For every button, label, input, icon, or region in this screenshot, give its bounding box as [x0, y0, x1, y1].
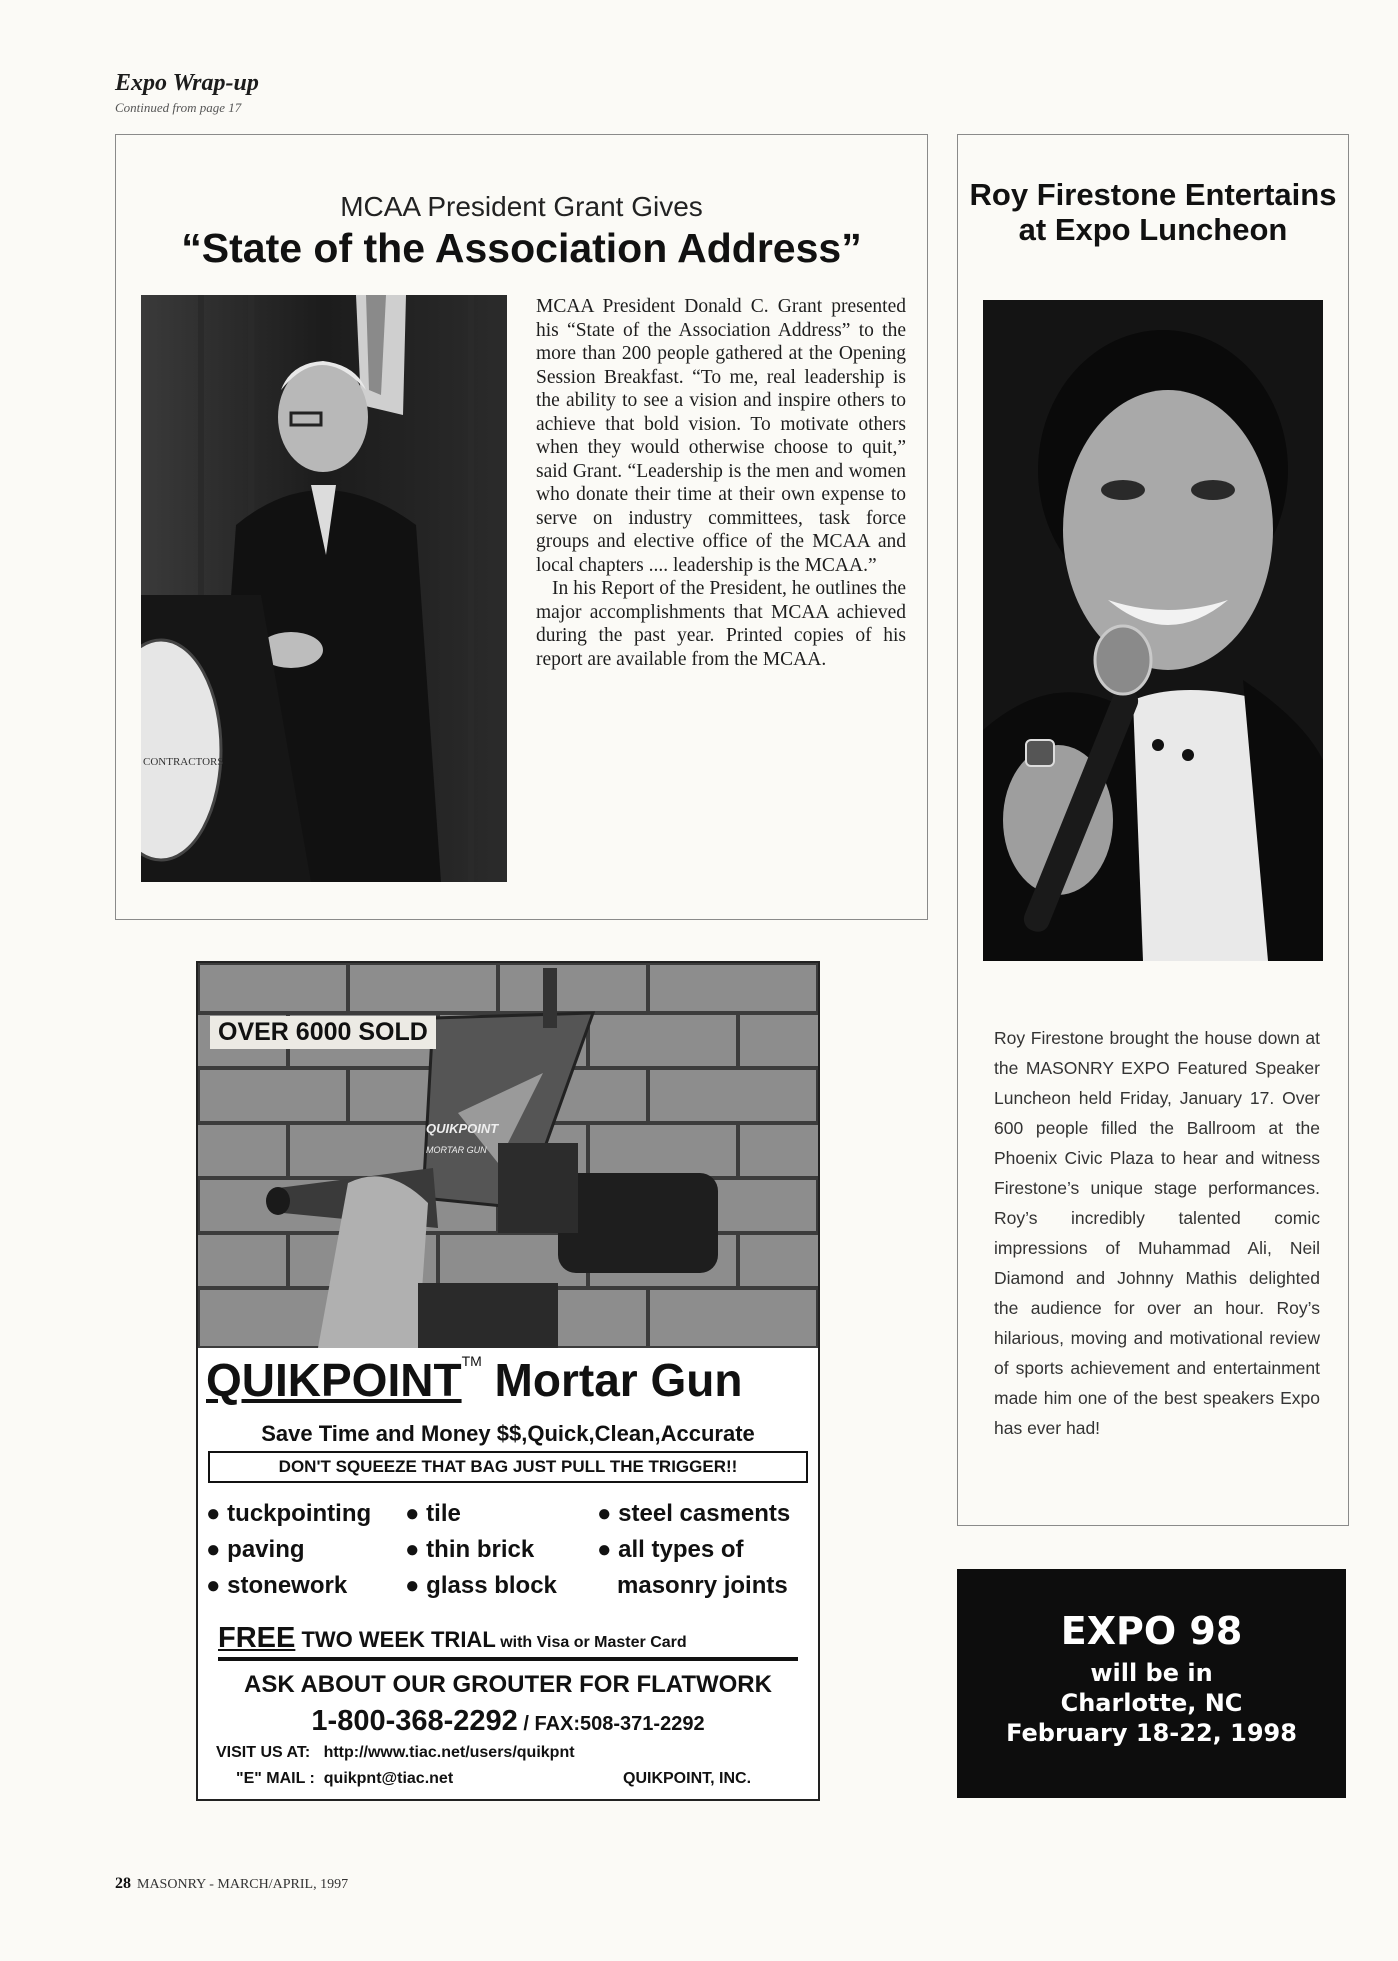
sidebar-body: Roy Firestone brought the house down at the MASONRY EXPO Featured Speaker Luncheon held Friday, January 17. Over 600 people filled the Ballroom at the Phoenix Civic Plaza to hear and witness Firestone’s unique stage performances. Roy’s incredibly talented comic impressions of Muhammad Ali, Neil Diamond and Johnny Mathis delighted the audience for over an hour. Roy’s hilarious, moving and motivational review of sports achievement and entertainment made him one of the best speakers Expo has ever had!: [994, 1028, 1320, 1438]
trademark-mark: TM: [461, 1353, 482, 1369]
ad-website: VISIT US AT: http://www.tiac.net/users/quikpnt: [216, 1744, 575, 1761]
ad-product-type: Mortar Gun: [481, 1354, 743, 1406]
article-kicker: MCAA President Grant Gives: [340, 191, 703, 222]
expo-location: Charlotte, NC: [1060, 1689, 1243, 1717]
ad-uses-column-3: [597, 1496, 790, 1604]
ad-slogan: DON'T SQUEEZE THAT BAG JUST PULL THE TRIGGER!!: [208, 1451, 808, 1483]
firestone-photo: [983, 300, 1323, 961]
ad-use-item: ● all types of: [597, 1536, 744, 1563]
ad-use-item: ● tuckpointing: [206, 1500, 372, 1527]
expo-line: will be in: [1090, 1659, 1213, 1687]
quikpoint-ad: [196, 961, 820, 1801]
ad-use-item: ● glass block: [405, 1572, 557, 1599]
firestone-photo-illustration: [983, 300, 1323, 961]
page-number: 28: [115, 1875, 131, 1892]
article-paragraph: In his Report of the President, he outlines the major accomplishments that MCAA achieved during the past year. Printed copies of his report are available from the MCAA.: [536, 578, 906, 670]
ad-contact-numbers: [198, 1705, 818, 1738]
ad-uses-column-2: [405, 1496, 557, 1604]
ad-use-item: masonry joints: [597, 1572, 788, 1599]
expo-announcement: [957, 1569, 1346, 1798]
podium-seal-text: CONTRACTORS: [143, 756, 224, 768]
ad-use-item: ● paving: [206, 1536, 305, 1563]
gun-label-sub: MORTAR GUN: [426, 1145, 487, 1155]
ad-grouter-note: ASK ABOUT OUR GROUTER FOR FLATWORK: [244, 1671, 772, 1698]
ad-use-item: ● tile: [405, 1500, 461, 1527]
ad-free-label: FREE: [218, 1622, 296, 1654]
expo-dates: February 18-22, 1998: [1006, 1719, 1297, 1747]
ad-product-name: [206, 1353, 812, 1407]
continued-note: Continued from page 17: [115, 100, 242, 115]
ad-use-item: ● stonework: [206, 1572, 348, 1599]
article-box: [115, 134, 928, 920]
ad-trial-terms: with Visa or Master Card: [495, 1634, 687, 1651]
section-title: Expo Wrap-up: [115, 70, 259, 96]
ad-phone: 1-800-368-2292: [311, 1705, 518, 1737]
sidebar-box: [957, 134, 1349, 1526]
gun-label: QUIKPOINT: [426, 1121, 499, 1136]
grant-photo-illustration: [141, 295, 507, 882]
ad-brand: QUIKPOINT: [206, 1354, 462, 1406]
grant-photo: [141, 295, 507, 882]
ad-email: "E" MAIL : quikpnt@tiac.net: [236, 1770, 454, 1787]
ad-tagline: Save Time and Money $$,Quick,Clean,Accurate: [261, 1421, 755, 1446]
publication-info: MASONRY - MARCH/APRIL, 1997: [137, 1877, 349, 1892]
article-headline: “State of the Association Address”: [181, 225, 862, 271]
ad-company: QUIKPOINT, INC.: [623, 1770, 752, 1787]
expo-title: EXPO 98: [1060, 1609, 1243, 1653]
ad-use-item: ● thin brick: [405, 1536, 535, 1563]
ad-free-trial: [218, 1622, 798, 1661]
article-paragraph: MCAA President Donald C. Grant presented his “State of the Association Address” to the more than 200 people gathered at the Opening Session Breakfast. “To me, real leadership is the ability to see a vision and inspire others to achieve that bold vision. To motivate others when they would otherwise choose to quit,” said Grant. “Leadership is the men and women who donate their time at their own expense to serve on industry committees, task force groups and elective office of the MCAA and local chapters .... leadership is the MCAA.”: [536, 296, 906, 576]
article-body: [536, 295, 906, 671]
ad-fax: / FAX:508-371-2292: [517, 1713, 705, 1735]
sold-badge: OVER 6000 SOLD: [210, 1016, 436, 1049]
ad-use-item: ● steel casments: [597, 1500, 791, 1527]
ad-uses-column-1: [206, 1496, 371, 1604]
page-footer: [115, 1875, 348, 1893]
sidebar-headline: Roy Firestone Entertains at Expo Luncheon: [969, 177, 1337, 247]
ad-trial-text: TWO WEEK TRIAL: [295, 1627, 496, 1652]
